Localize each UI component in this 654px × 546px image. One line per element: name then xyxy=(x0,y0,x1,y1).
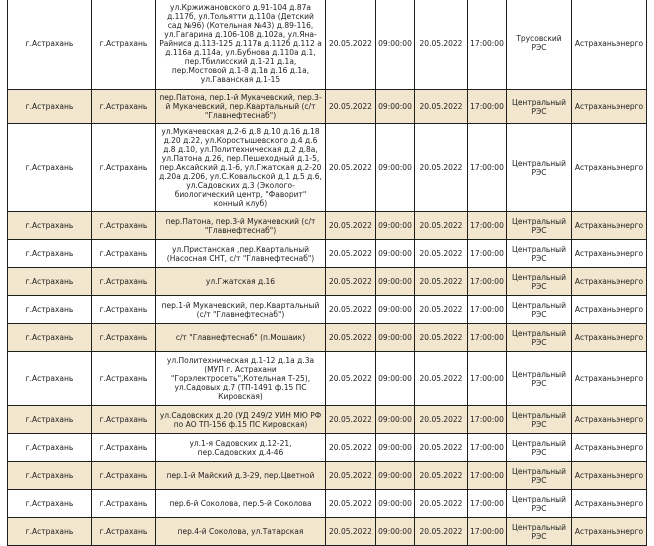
address-cell: пер.4-й Соколова, ул.Татарская xyxy=(156,518,326,546)
time-start-cell: 09:00:00 xyxy=(376,490,415,518)
date-start-cell: 20.05.2022 xyxy=(326,490,376,518)
company-cell: Астраханьэнерго xyxy=(572,406,647,434)
city-cell: г.Астрахань xyxy=(92,518,156,546)
res-cell: Центральный РЭС xyxy=(507,406,572,434)
time-start-cell: 09:00:00 xyxy=(376,406,415,434)
time-end-cell: 17:00:00 xyxy=(468,406,507,434)
table-row xyxy=(8,352,647,406)
date-start-cell: 20.05.2022 xyxy=(326,352,376,406)
res-cell: Центральный РЭС xyxy=(507,124,572,212)
table-row xyxy=(8,212,647,240)
address-cell: пер.1-й Майский д.3-29, пер.Цветной xyxy=(156,462,326,490)
city-cell: г.Астрахань xyxy=(92,352,156,406)
company-cell: Астраханьэнерго xyxy=(572,124,647,212)
address-cell: ул.Пристанская ,пер.Квартальный (Насосная СНТ, с/т "Главнефтеснаб") xyxy=(156,240,326,268)
time-end-cell: 17:00:00 xyxy=(468,296,507,324)
res-cell: Центральный РЭС xyxy=(507,352,572,406)
city-cell: г.Астрахань xyxy=(92,324,156,352)
company-cell: Астраханьэнерго xyxy=(572,490,647,518)
table-row xyxy=(8,406,647,434)
date-end-cell: 20.05.2022 xyxy=(415,462,468,490)
date-end-cell: 20.05.2022 xyxy=(415,240,468,268)
res-cell: Центральный РЭС xyxy=(507,212,572,240)
res-cell: Центральный РЭС xyxy=(507,296,572,324)
time-start-cell: 09:00:00 xyxy=(376,296,415,324)
date-start-cell: 20.05.2022 xyxy=(326,90,376,124)
region-cell: г.Астрахань xyxy=(8,0,92,90)
time-end-cell: 17:00:00 xyxy=(468,240,507,268)
res-cell: Центральный РЭС xyxy=(507,434,572,462)
table-row xyxy=(8,324,647,352)
table-row xyxy=(8,240,647,268)
time-start-cell: 09:00:00 xyxy=(376,0,415,90)
table-row xyxy=(8,296,647,324)
address-cell: ул.Гжатская д.16 xyxy=(156,268,326,296)
region-cell: г.Астрахань xyxy=(8,212,92,240)
region-cell: г.Астрахань xyxy=(8,296,92,324)
company-cell: Астраханьэнерго xyxy=(572,324,647,352)
table-row xyxy=(8,490,647,518)
res-cell: Центральный РЭС xyxy=(507,268,572,296)
table-row xyxy=(8,0,647,90)
address-cell: ул.Кржижановского д.91-104 д.87а д.117б, ул.Тольятти д.110а (Детский сад №96) (Котельная №43) д.89-116, ул.Гагарина д.106-108 д.102а, ул.Яна-Райниса д.113-125 д.117в д.112б д.112 а д.116а д.114а, ул.Бубнова д.110а д.1, пер.Тбилисский д.1-21 д.1а, пер.Мостовой д.1-8 д.1в д.16 д.1а, ул.Гаванская д.1-15 xyxy=(156,0,326,90)
address-cell: ул.1-я Садовских д.12-21, пер.Садовских д.4-46 xyxy=(156,434,326,462)
company-cell: Астраханьэнерго xyxy=(572,268,647,296)
time-end-cell: 17:00:00 xyxy=(468,462,507,490)
date-end-cell: 20.05.2022 xyxy=(415,212,468,240)
city-cell: г.Астрахань xyxy=(92,462,156,490)
city-cell: г.Астрахань xyxy=(92,490,156,518)
city-cell: г.Астрахань xyxy=(92,124,156,212)
address-cell: пер.Патона, пер.1-й Мукачевский, пер.3-й Мукачевский, пер.Квартальный (с/т "Главнефтеснаб") xyxy=(156,90,326,124)
date-end-cell: 20.05.2022 xyxy=(415,90,468,124)
res-cell: Центральный РЭС xyxy=(507,490,572,518)
time-start-cell: 09:00:00 xyxy=(376,90,415,124)
time-end-cell: 17:00:00 xyxy=(468,212,507,240)
time-start-cell: 09:00:00 xyxy=(376,352,415,406)
company-cell: Астраханьэнерго xyxy=(572,0,647,90)
time-end-cell: 17:00:00 xyxy=(468,352,507,406)
date-start-cell: 20.05.2022 xyxy=(326,324,376,352)
company-cell: Астраханьэнерго xyxy=(572,352,647,406)
res-cell: Центральный РЭС xyxy=(507,518,572,546)
city-cell: г.Астрахань xyxy=(92,434,156,462)
res-cell: Центральный РЭС xyxy=(507,240,572,268)
res-cell: Центральный РЭС xyxy=(507,324,572,352)
company-cell: Астраханьэнерго xyxy=(572,212,647,240)
time-end-cell: 17:00:00 xyxy=(468,490,507,518)
region-cell: г.Астрахань xyxy=(8,352,92,406)
region-cell: г.Астрахань xyxy=(8,268,92,296)
city-cell: г.Астрахань xyxy=(92,90,156,124)
time-start-cell: 09:00:00 xyxy=(376,434,415,462)
region-cell: г.Астрахань xyxy=(8,518,92,546)
table-row xyxy=(8,90,647,124)
region-cell: г.Астрахань xyxy=(8,124,92,212)
company-cell: Астраханьэнерго xyxy=(572,296,647,324)
date-end-cell: 20.05.2022 xyxy=(415,296,468,324)
res-cell: Трусовский РЭС xyxy=(507,0,572,90)
region-cell: г.Астрахань xyxy=(8,90,92,124)
address-cell: пер.Патона, пер.3-й Мукачевский (с/т "Главнефтеснаб") xyxy=(156,212,326,240)
date-end-cell: 20.05.2022 xyxy=(415,268,468,296)
table-row xyxy=(8,124,647,212)
date-start-cell: 20.05.2022 xyxy=(326,462,376,490)
city-cell: г.Астрахань xyxy=(92,0,156,90)
res-cell: Центральный РЭС xyxy=(507,462,572,490)
date-start-cell: 20.05.2022 xyxy=(326,518,376,546)
time-start-cell: 09:00:00 xyxy=(376,324,415,352)
time-end-cell: 17:00:00 xyxy=(468,518,507,546)
city-cell: г.Астрахань xyxy=(92,268,156,296)
address-cell: ул.Мукачевская д.2-6 д.8 д.10 д.16 д.18 д.20 д.22, ул.Коростышевского д.4 д.6 д.8 д.10, ул.Политехническая д.2 д.8а, ул.Патона д.26, пер.Пешеходный д.1-5, пер.Аксайский д.1-6, ул.Гжатская д.2-20 д.20а д.206, ул.С.Ковальской д.1 д.5 д.6, ул.Садовских д.3 (Эколого-биологический центр, "Фаворит" конный клуб) xyxy=(156,124,326,212)
region-cell: г.Астрахань xyxy=(8,490,92,518)
city-cell: г.Астрахань xyxy=(92,406,156,434)
date-start-cell: 20.05.2022 xyxy=(326,240,376,268)
date-end-cell: 20.05.2022 xyxy=(415,406,468,434)
date-end-cell: 20.05.2022 xyxy=(415,0,468,90)
outage-table xyxy=(7,0,647,546)
res-cell: Центральный РЭС xyxy=(507,90,572,124)
region-cell: г.Астрахань xyxy=(8,324,92,352)
outage-table-wrapper xyxy=(7,0,647,546)
date-start-cell: 20.05.2022 xyxy=(326,124,376,212)
company-cell: Астраханьэнерго xyxy=(572,434,647,462)
date-end-cell: 20.05.2022 xyxy=(415,352,468,406)
date-start-cell: 20.05.2022 xyxy=(326,296,376,324)
date-start-cell: 20.05.2022 xyxy=(326,406,376,434)
time-end-cell: 17:00:00 xyxy=(468,0,507,90)
city-cell: г.Астрахань xyxy=(92,212,156,240)
time-end-cell: 17:00:00 xyxy=(468,268,507,296)
table-row xyxy=(8,462,647,490)
date-end-cell: 20.05.2022 xyxy=(415,518,468,546)
date-end-cell: 20.05.2022 xyxy=(415,124,468,212)
address-cell: ул.Садовских д.20 (УД 249/2 УИН МЮ РФ по АО ТП-156 ф.15 ПС Кировская) xyxy=(156,406,326,434)
time-start-cell: 09:00:00 xyxy=(376,462,415,490)
address-cell: ул.Политехническая д.1-12 д.1а д.3а (МУП г. Астрахани "Горэлектросеть",Котельная Т-25), ул.Садовых д.7 (ТП-1491 ф.15 ПС Кировская) xyxy=(156,352,326,406)
time-start-cell: 09:00:00 xyxy=(376,124,415,212)
time-start-cell: 09:00:00 xyxy=(376,518,415,546)
city-cell: г.Астрахань xyxy=(92,240,156,268)
time-start-cell: 09:00:00 xyxy=(376,268,415,296)
address-cell: пер.6-й Соколова, пер.5-й Соколова xyxy=(156,490,326,518)
time-start-cell: 09:00:00 xyxy=(376,212,415,240)
region-cell: г.Астрахань xyxy=(8,462,92,490)
time-start-cell: 09:00:00 xyxy=(376,240,415,268)
time-end-cell: 17:00:00 xyxy=(468,324,507,352)
company-cell: Астраханьэнерго xyxy=(572,518,647,546)
date-start-cell: 20.05.2022 xyxy=(326,212,376,240)
address-cell: пер.1-й Мукачевский, пер.Квартальный (с/т "Главнефтеснаб") xyxy=(156,296,326,324)
address-cell: с/т "Главнефтеснаб" (п.Мошаик) xyxy=(156,324,326,352)
table-row xyxy=(8,518,647,546)
date-start-cell: 20.05.2022 xyxy=(326,434,376,462)
date-start-cell: 20.05.2022 xyxy=(326,0,376,90)
table-row xyxy=(8,434,647,462)
region-cell: г.Астрахань xyxy=(8,406,92,434)
date-start-cell: 20.05.2022 xyxy=(326,268,376,296)
date-end-cell: 20.05.2022 xyxy=(415,490,468,518)
company-cell: Астраханьэнерго xyxy=(572,462,647,490)
company-cell: Астраханьэнерго xyxy=(572,90,647,124)
region-cell: г.Астрахань xyxy=(8,240,92,268)
city-cell: г.Астрахань xyxy=(92,296,156,324)
time-end-cell: 17:00:00 xyxy=(468,124,507,212)
date-end-cell: 20.05.2022 xyxy=(415,434,468,462)
company-cell: Астраханьэнерго xyxy=(572,240,647,268)
time-end-cell: 17:00:00 xyxy=(468,90,507,124)
region-cell: г.Астрахань xyxy=(8,434,92,462)
time-end-cell: 17:00:00 xyxy=(468,434,507,462)
table-row xyxy=(8,268,647,296)
date-end-cell: 20.05.2022 xyxy=(415,324,468,352)
